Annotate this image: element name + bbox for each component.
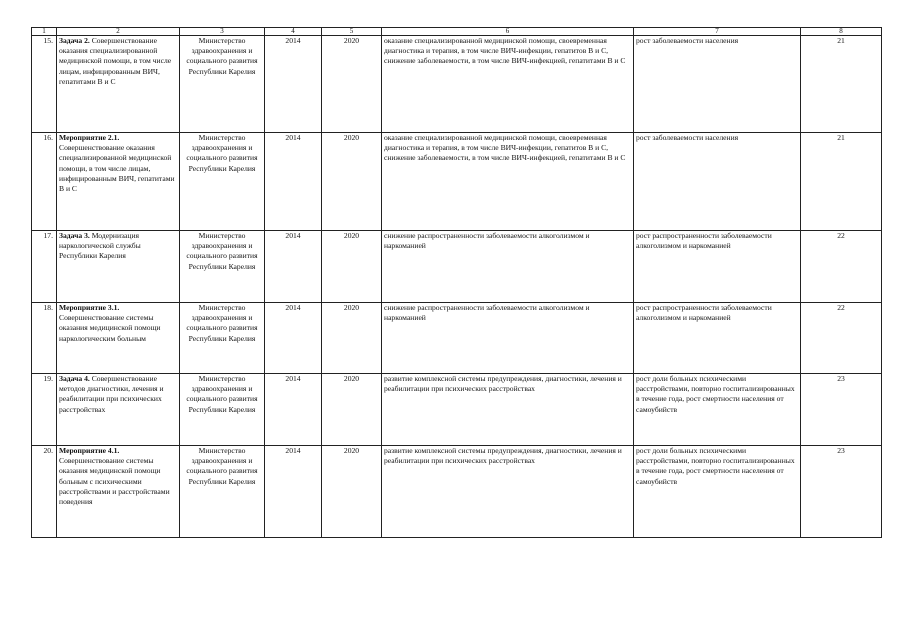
header-cell: 2 [57,28,180,36]
row-number: 16. [32,133,57,231]
row-end-year: 2020 [322,446,382,538]
row-end-year: 2020 [322,374,382,446]
row-end-year: 2020 [322,36,382,133]
row-start-year: 2014 [265,303,322,374]
row-indicator: 21 [801,133,882,231]
row-consequence: рост распространенности заболеваемости алкоголизмом и наркоманией [634,231,801,303]
row-end-year: 2020 [322,303,382,374]
table-row [32,231,882,303]
row-executor: Министерство здравоохранения и социального развития Республики Карелия [180,36,265,133]
row-executor: Министерство здравоохранения и социального развития Республики Карелия [180,446,265,538]
row-title-rest: Совершенствование оказания специализированной медицинской помощи, в том числе лицам, инфицированным ВИЧ, гепатитами В и С [59,143,175,194]
row-expected-result: развитие комплексной системы предупреждения, диагностики, лечения и реабилитации при психических расстройствах [382,374,634,446]
row-start-year: 2014 [265,36,322,133]
table-row [32,36,882,133]
row-number: 17. [32,231,57,303]
row-title-bold: Мероприятие 4.1. [59,446,120,455]
row-title [57,231,180,303]
header-cell: 5 [322,28,382,36]
row-consequence: рост доли больных психическими расстройствами, повторно госпитализированных в течение года, рост смертности населения от самоубийств [634,446,801,538]
row-title [57,446,180,538]
table-row [32,133,882,231]
row-number: 19. [32,374,57,446]
row-executor: Министерство здравоохранения и социального развития Республики Карелия [180,231,265,303]
row-title-bold: Мероприятие 2.1. [59,133,120,142]
row-title-bold: Мероприятие 3.1. [59,303,120,312]
row-expected-result: оказание специализированной медицинской помощи, своевременная диагностика и терапия, в том числе ВИЧ-инфекции, гепатитов В и С, снижение заболеваемости, в том числе ВИЧ-инфекцией, гепатитами В и С [382,36,634,133]
row-consequence: рост распространенности заболеваемости алкоголизмом и наркоманией [634,303,801,374]
row-expected-result: снижение распространенности заболеваемости алкоголизмом и наркоманией [382,231,634,303]
row-title-bold: Задача 2. [59,36,90,45]
row-expected-result: снижение распространенности заболеваемости алкоголизмом и наркоманией [382,303,634,374]
row-title-rest: Совершенствование системы оказания медицинской помощи наркологическим больным [59,313,161,343]
row-title-rest: Совершенствование методов диагностики, лечения и реабилитации при психических расстройствах [59,374,164,414]
row-consequence: рост заболеваемости населения [634,133,801,231]
row-start-year: 2014 [265,374,322,446]
row-consequence: рост доли больных психическими расстройствами, повторно госпитализированных в течение года, рост смертности населения от самоубийств [634,374,801,446]
row-indicator: 22 [801,303,882,374]
row-expected-result: развитие комплексной системы предупреждения, диагностики, лечения и реабилитации при психических расстройствах [382,446,634,538]
row-number: 20. [32,446,57,538]
header-cell: 1 [32,28,57,36]
row-title [57,303,180,374]
row-title-rest: Совершенствование системы оказания медицинской помощи больным с психическими расстройствами и расстройствами поведения [59,456,170,507]
header-cell: 7 [634,28,801,36]
row-executor: Министерство здравоохранения и социального развития Республики Карелия [180,374,265,446]
row-title-rest: Модернизация наркологической службы Республики Карелия [59,231,141,261]
header-cell: 3 [180,28,265,36]
row-indicator: 23 [801,374,882,446]
table-row [32,303,882,374]
row-number: 15. [32,36,57,133]
row-title-bold: Задача 3. [59,231,90,240]
program-table [31,27,882,538]
row-executor: Министерство здравоохранения и социального развития Республики Карелия [180,133,265,231]
document-page [31,27,881,538]
row-indicator: 23 [801,446,882,538]
row-title-rest: Совершенствование оказания специализированной медицинской помощи, в том числе лицам, инфицированным ВИЧ, гепатитами В и С [59,36,172,86]
table-row [32,374,882,446]
header-cell: 4 [265,28,322,36]
header-cell: 6 [382,28,634,36]
row-start-year: 2014 [265,446,322,538]
row-executor: Министерство здравоохранения и социального развития Республики Карелия [180,303,265,374]
row-title [57,133,180,231]
row-indicator: 22 [801,231,882,303]
table-header-row [32,28,882,36]
row-start-year: 2014 [265,231,322,303]
row-title [57,36,180,133]
row-end-year: 2020 [322,231,382,303]
table-row [32,446,882,538]
row-title [57,374,180,446]
row-number: 18. [32,303,57,374]
row-indicator: 21 [801,36,882,133]
row-end-year: 2020 [322,133,382,231]
row-consequence: рост заболеваемости населения [634,36,801,133]
header-cell: 8 [801,28,882,36]
row-expected-result: оказание специализированной медицинской помощи, своевременная диагностика и терапия, в том числе ВИЧ-инфекции, гепатитов В и С, снижение заболеваемости, в том числе ВИЧ-инфекцией, гепатитами В и С [382,133,634,231]
row-start-year: 2014 [265,133,322,231]
row-title-bold: Задача 4. [59,374,90,383]
